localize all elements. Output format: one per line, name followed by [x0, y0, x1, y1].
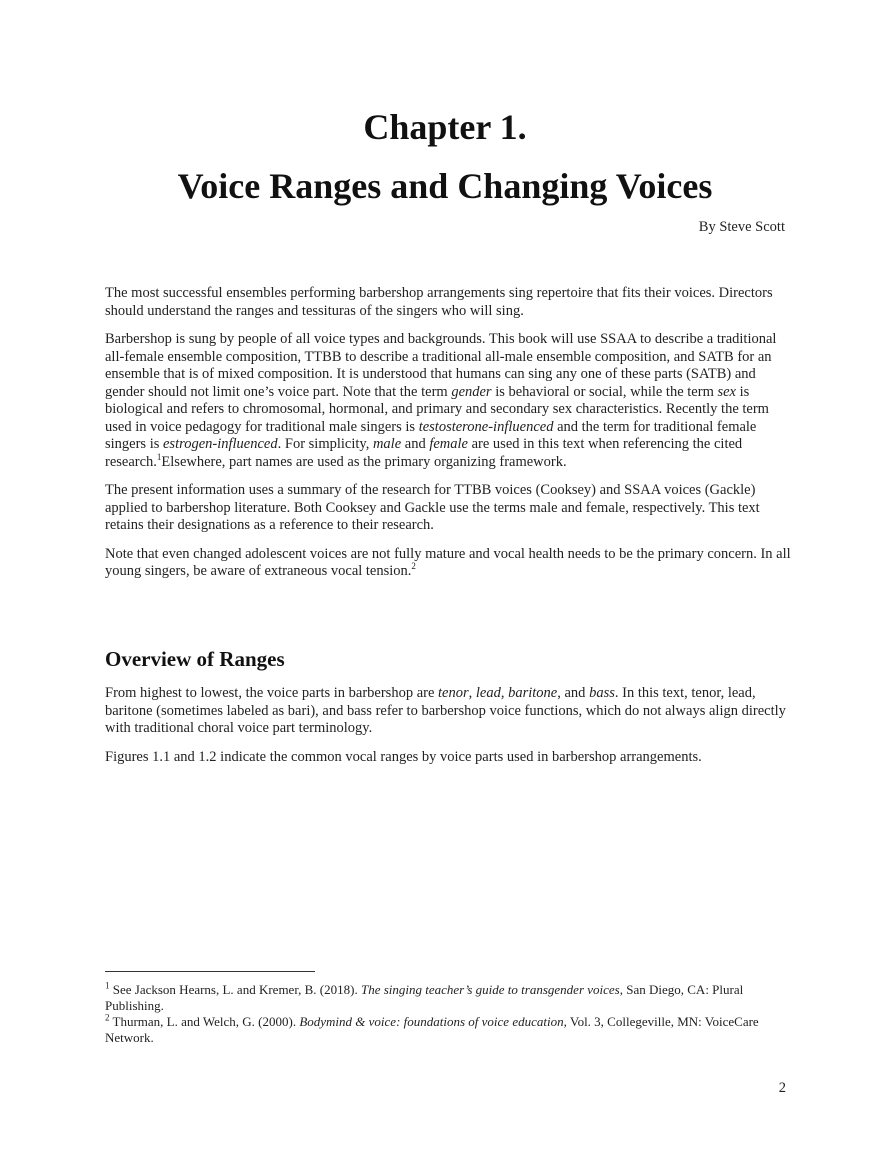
footnote-divider [105, 971, 315, 972]
term-male: male [372, 436, 402, 452]
intro-paragraph-1: The most successful ensembles performing barbershop arrangements sing repertoire that fits their voices. Directors should understand the ranges and tessituras of the singers who will sing. [105, 285, 773, 319]
author-byline: By Steve Scott [698, 219, 785, 235]
term-testosterone-influenced: testosterone-influenced [418, 418, 554, 435]
term-gender: gender [451, 383, 492, 400]
footnote-number-2: 2 [105, 1012, 110, 1023]
footnote-1-title: The singing teacher’s guide to transgender voices [360, 982, 620, 997]
overview-section [105, 685, 795, 777]
overview-paragraph-2: Figures 1.1 and 1.2 indicate the common vocal ranges by voice parts used in barbershop arrangements. [105, 748, 702, 765]
intro-paragraph-4: Note that even changed adolescent voices are not fully mature and vocal health needs to be the primary concern. In all young singers, be aware of extraneous vocal tension.$^2$ [105, 545, 791, 579]
term-bass: bass [589, 685, 615, 701]
term-tenor: tenor [438, 685, 469, 701]
footnote-2: $^2$ Thurman, L. and Welch, G. (2000). Bodymind & voice: foundations of voice education, Vol. 3, Collegeville, MN: VoiceCare Network. [105, 1012, 759, 1045]
footnote-ref-1[interactable]: 1 [156, 451, 162, 462]
chapter-title: Voice Ranges and Changing Voices [177, 166, 713, 206]
footnote-1: $^1$ See Jackson Hearns, L. and Kremer, B. (2018). The singing teacher’s guide to transgender voices, San Diego, CA: Plural Publishing. [105, 980, 744, 1013]
overview-paragraph-1: From highest to lowest, the voice parts in barbershop are tenor, lead, baritone, and bass. In this text, tenor, lead, baritone (sometimes labeled as bari), and bass refer to barbershop voice functions, which do not always align directly with traditional choral voice part terminology. [105, 685, 786, 736]
term-female: female [429, 436, 468, 452]
intro-paragraph-2: Barbershop is sung by people of all voice types and backgrounds. This book will use SSAA to describe a traditional all-female ensemble composition, TTBB to describe a traditional all-male ensemble composition, and SATB for an ensemble that is of mixed composition. It is understood that humans can sing any one of these parts (SATB) and gender should not limit one’s voice part. Note that the term gender is behavioral or social, while the term sex is biological and refers to chromosomal, hormonal, and primary and secondary sex characteristics. Recently the term used in voice pedagogy for traditional male singers is testosterone-influenced and the term for traditional female singers is estrogen-influenced. For simplicity, male and female are used in this text when referencing the cited research.$^1$Elsewhere, part names are used as the primary organizing framework. [105, 331, 777, 470]
intro-section [105, 285, 795, 592]
term-sex: sex [717, 383, 736, 400]
term-baritone: baritone [508, 685, 558, 701]
term-lead: lead [475, 685, 501, 701]
chapter-number: Chapter 1. [363, 107, 527, 147]
footnote-ref-2[interactable]: 2 [411, 561, 416, 572]
footnotes [105, 982, 795, 1046]
section-heading-overview: Overview of Ranges [105, 647, 285, 671]
footnote-number-1: 1 [105, 980, 110, 991]
intro-paragraph-3: The present information uses a summary of the research for TTBB voices (Cooksey) and SSAA voices (Gackle) applied to barbershop literature. Both Cooksey and Gackle use the terms male and female, respectively. This text retains their designations as a reference to their research. [105, 482, 760, 533]
footnote-2-title: Bodymind & voice: foundations of voice education, [299, 1014, 567, 1029]
term-estrogen-influenced: estrogen-influenced [163, 436, 278, 452]
page-number: 2 [778, 1080, 786, 1096]
